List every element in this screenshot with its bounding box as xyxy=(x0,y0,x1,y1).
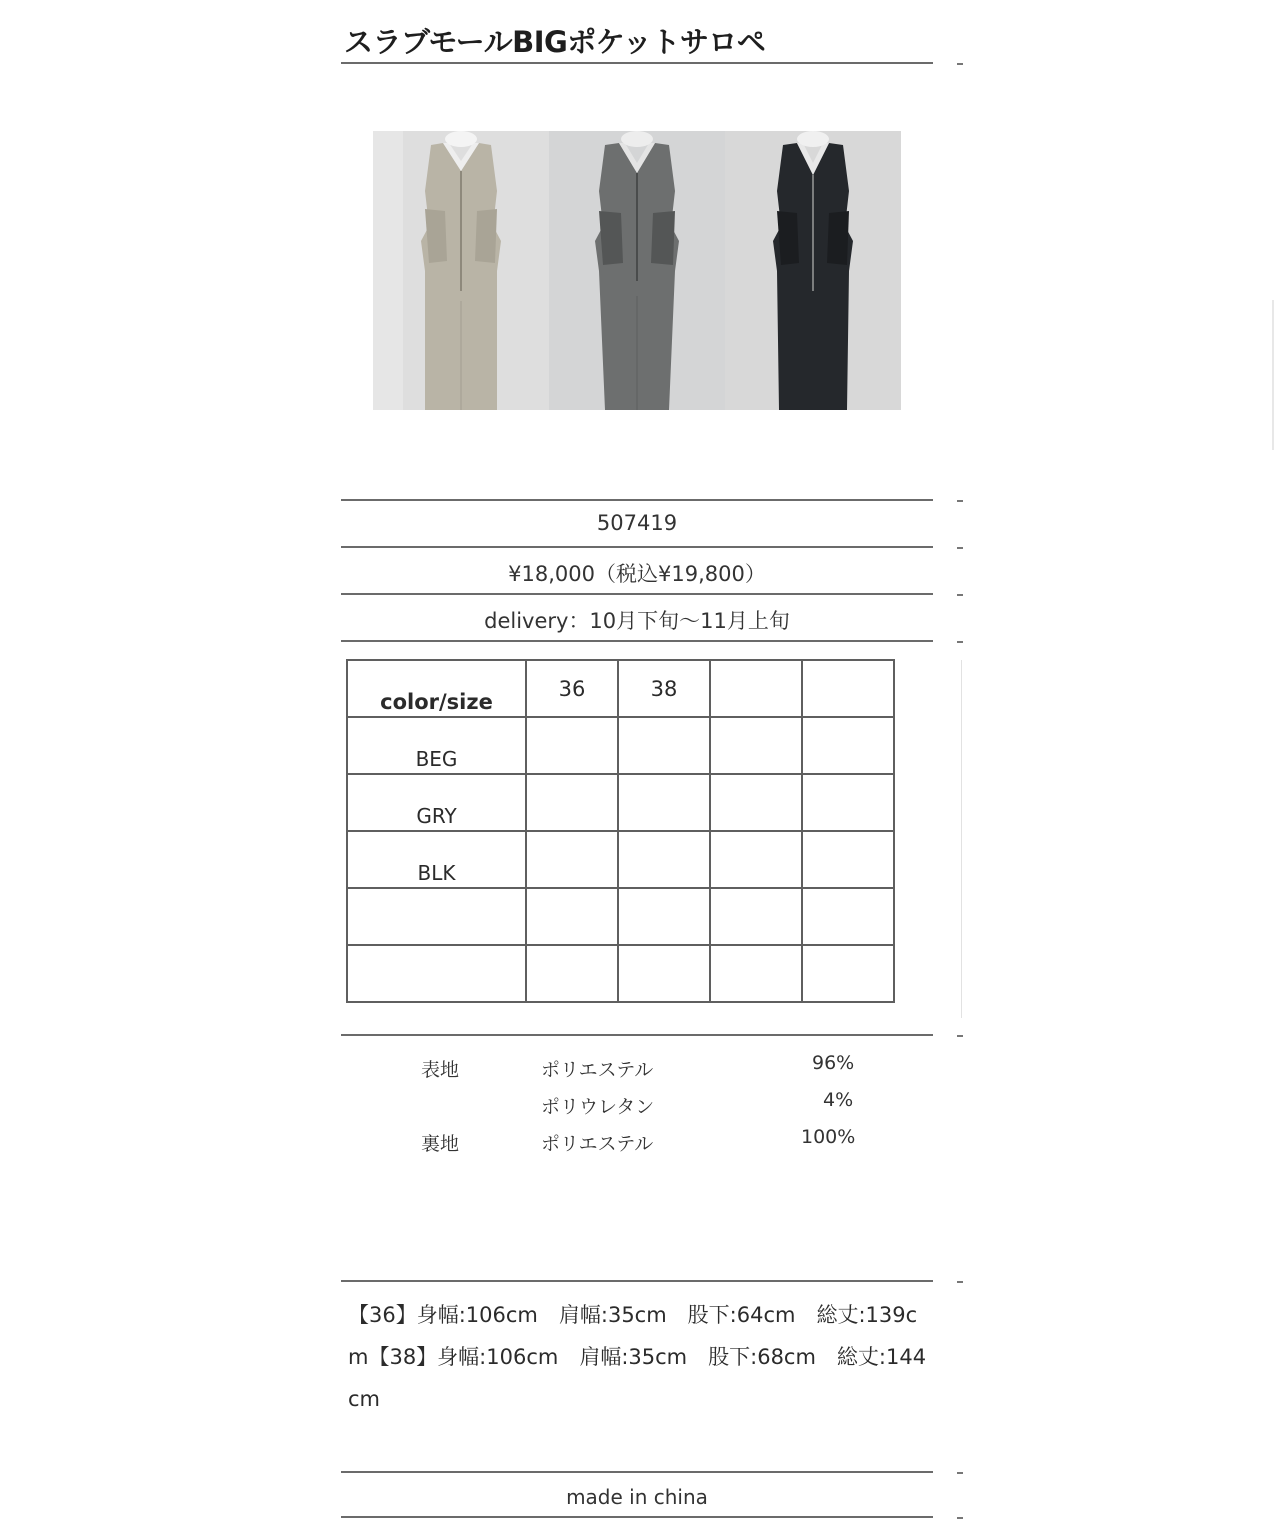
table-cell xyxy=(618,717,710,774)
delivery-info: delivery：10月下旬～11月上旬 xyxy=(484,609,790,633)
color-size-table xyxy=(346,659,895,1003)
product-title: スラブモールBIGポケットサロペ xyxy=(344,25,766,59)
margin-tick xyxy=(957,1281,963,1283)
table-header-row xyxy=(347,660,894,717)
table-cell xyxy=(710,717,802,774)
divider xyxy=(341,593,933,595)
table-row xyxy=(347,945,894,1002)
material-percent: 96% xyxy=(812,1052,855,1074)
table-cell xyxy=(710,888,802,945)
size-cell xyxy=(710,660,802,717)
product-code: 507419 xyxy=(596,511,678,535)
table-cell xyxy=(526,888,618,945)
material-percent: 4% xyxy=(823,1089,854,1111)
table-cell xyxy=(802,945,894,1002)
margin-tick xyxy=(957,641,963,643)
table-cell xyxy=(526,945,618,1002)
divider xyxy=(341,1471,933,1473)
table-cell xyxy=(618,945,710,1002)
size-cell: 38 xyxy=(618,660,710,717)
margin-tick xyxy=(957,500,963,502)
table-cell xyxy=(710,774,802,831)
material-part: 裏地 xyxy=(421,1133,460,1155)
table-cell xyxy=(618,888,710,945)
table-row xyxy=(347,888,894,945)
table-cell xyxy=(802,831,894,888)
color-cell xyxy=(347,888,526,945)
margin-tick xyxy=(957,594,963,596)
table-row xyxy=(347,717,894,774)
divider xyxy=(341,640,933,642)
color-cell xyxy=(347,945,526,1002)
table-cell xyxy=(710,945,802,1002)
table-cell xyxy=(526,717,618,774)
product-price: ¥18,000（税込¥19,800） xyxy=(508,562,766,586)
edge-line xyxy=(1272,300,1274,450)
color-cell: GRY xyxy=(347,774,526,831)
origin-text: made in china xyxy=(566,1485,708,1509)
table-row xyxy=(347,774,894,831)
size-cell xyxy=(802,660,894,717)
margin-tick xyxy=(957,1472,963,1474)
table-header-label: color/size xyxy=(347,660,526,717)
table-cell xyxy=(802,888,894,945)
divider xyxy=(341,62,933,64)
material-percent: 100% xyxy=(801,1126,856,1148)
material-fiber: ポリウレタン xyxy=(541,1096,655,1118)
divider xyxy=(341,1516,933,1518)
divider xyxy=(341,1280,933,1282)
margin-tick xyxy=(957,1035,963,1037)
table-cell xyxy=(802,717,894,774)
product-photo-grey xyxy=(549,131,725,410)
product-photo-black xyxy=(725,131,901,410)
product-photo-beige xyxy=(373,131,549,410)
color-cell: BEG xyxy=(347,717,526,774)
table-cell xyxy=(710,831,802,888)
measurements-text: 【36】身幅:106cm 肩幅:35cm 股下:64cm 総丈:139cm【38】身幅:106cm 肩幅:35cm 股下:68cm 総丈:144cm xyxy=(348,1303,927,1411)
table-row xyxy=(347,831,894,888)
table-cell xyxy=(526,774,618,831)
margin-tick xyxy=(957,547,963,549)
material-part: 表地 xyxy=(421,1059,460,1081)
table-cell xyxy=(802,774,894,831)
table-cell xyxy=(618,831,710,888)
margin-line xyxy=(961,660,962,1018)
table-cell xyxy=(526,831,618,888)
color-cell: BLK xyxy=(347,831,526,888)
material-fiber: ポリエステル xyxy=(541,1133,654,1155)
margin-tick xyxy=(957,1517,963,1519)
size-cell: 36 xyxy=(526,660,618,717)
table-cell xyxy=(618,774,710,831)
material-fiber: ポリエステル xyxy=(541,1059,654,1081)
divider xyxy=(341,1034,933,1036)
divider xyxy=(341,546,933,548)
divider xyxy=(341,499,933,501)
margin-tick xyxy=(957,63,963,65)
